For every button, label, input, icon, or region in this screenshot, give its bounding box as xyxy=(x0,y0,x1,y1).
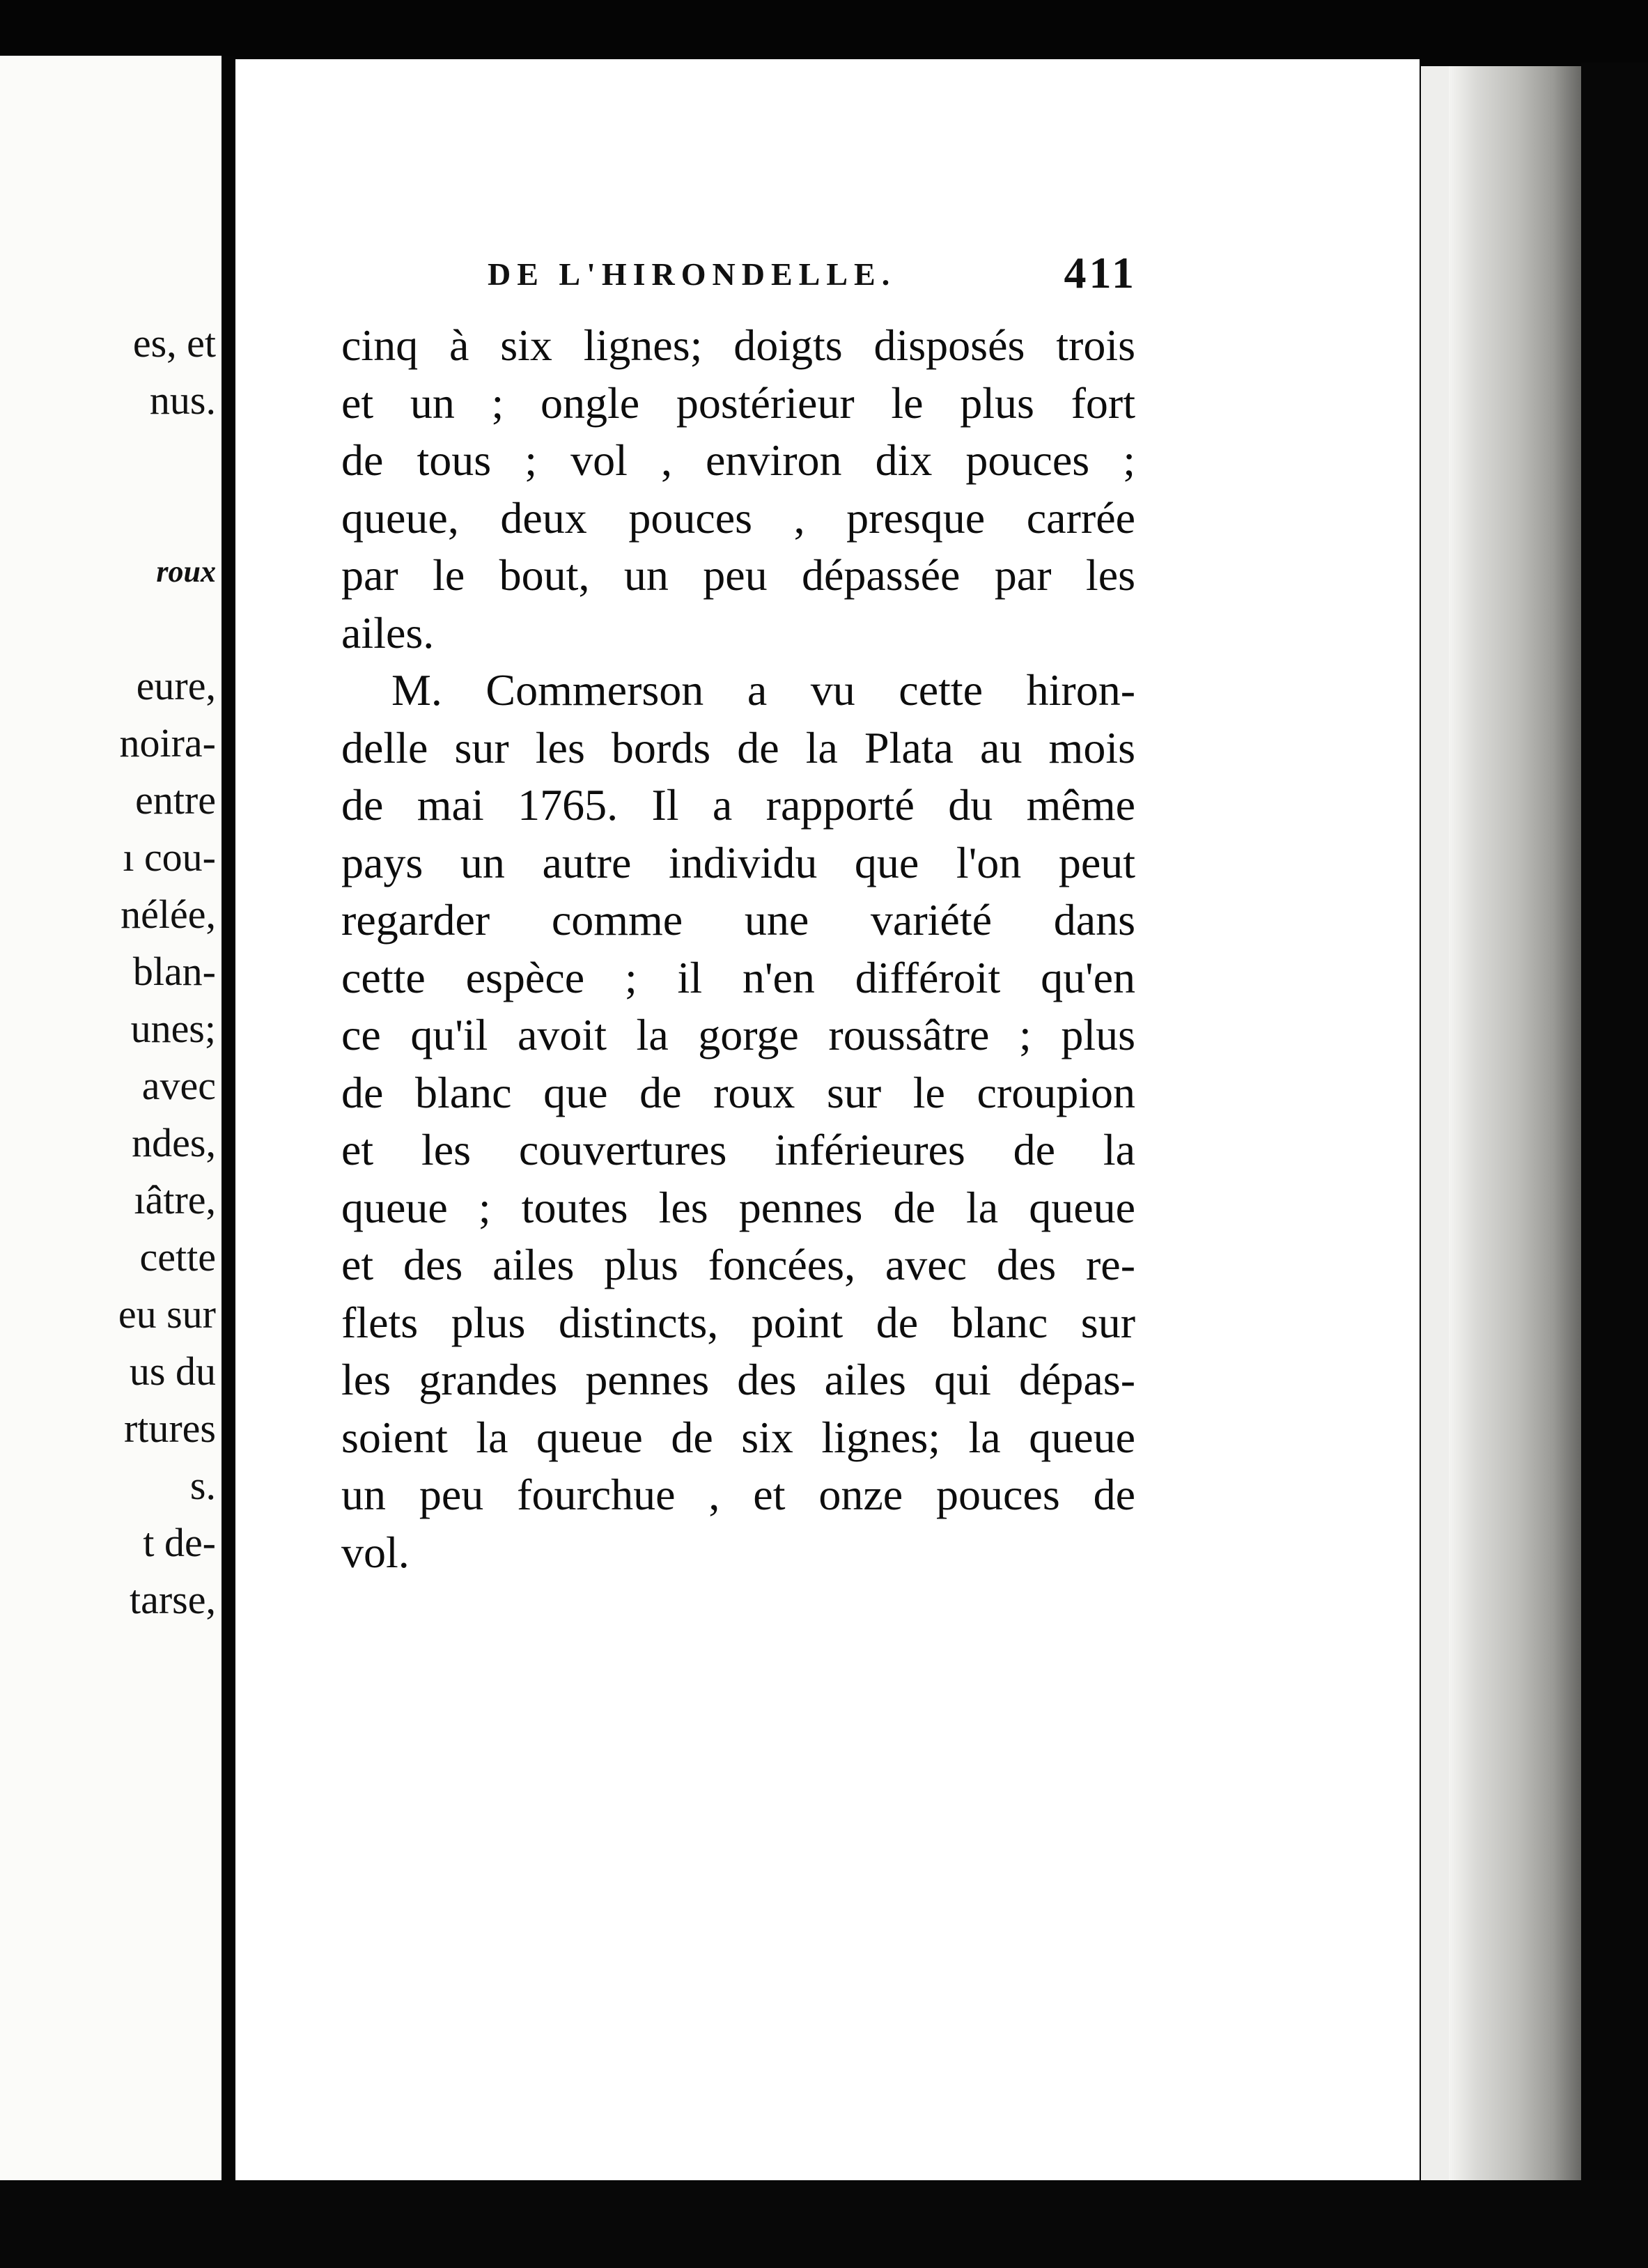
text-line: un peu fourchue , et onze pouces de xyxy=(341,1470,1135,1519)
left-line xyxy=(118,486,216,543)
left-line: ndes, xyxy=(132,1120,216,1165)
text-line: regarder comme une variété dans xyxy=(341,895,1135,945)
top-film-border xyxy=(0,0,1648,63)
text-line: vol. xyxy=(341,1527,410,1577)
left-line: us du xyxy=(129,1349,216,1394)
text-line: et un ; ongle postérieur le plus fort xyxy=(341,378,1135,428)
text-line: queue ; toutes les pennes de la queue xyxy=(341,1182,1135,1232)
running-head-title: DE L'HIRONDELLE. xyxy=(488,256,896,292)
paragraph-first-line: M. Commerson a vu cette hiron- xyxy=(391,665,1135,715)
left-line: s. xyxy=(189,1463,216,1508)
running-head xyxy=(488,247,1149,303)
left-page-text xyxy=(118,315,216,1629)
left-line: nus. xyxy=(149,378,216,423)
left-page-fragment xyxy=(0,56,221,2184)
text-line: cette espèce ; il n'en différoit qu'en xyxy=(341,952,1135,1002)
text-line: par le bout, un peu dépassée par les xyxy=(341,550,1135,600)
page-edge-strip xyxy=(1449,66,1588,2180)
left-line: avec xyxy=(141,1063,216,1108)
page-number: 411 xyxy=(1064,248,1137,297)
left-line: nélée, xyxy=(121,892,216,937)
text-line: ce qu'il avoit la gorge roussâtre ; plus xyxy=(341,1010,1135,1059)
left-line: entre xyxy=(135,777,216,823)
left-line: unes; xyxy=(130,1006,216,1051)
text-line: de tous ; vol , environ dix pouces ; xyxy=(341,435,1135,485)
left-line: rtures xyxy=(123,1406,216,1451)
left-line-italic: roux xyxy=(156,554,216,589)
book-gutter xyxy=(221,56,235,2184)
bottom-film-border xyxy=(0,2180,1648,2268)
text-line: cinq à six lignes; doigts disposés trois xyxy=(341,320,1135,370)
left-line: es, et xyxy=(132,320,216,366)
left-line xyxy=(118,600,216,658)
text-line: pays un autre individu que l'on peut xyxy=(341,837,1135,887)
text-line: les grandes pennes des ailes qui dépas- xyxy=(341,1355,1135,1404)
left-line: eure, xyxy=(136,663,216,708)
text-line: soient la queue de six lignes; la queue xyxy=(341,1412,1135,1462)
text-line: delle sur les bords de la Plata au mois xyxy=(341,722,1135,772)
left-line: cette xyxy=(139,1234,216,1280)
left-line: ıâtre, xyxy=(134,1177,216,1222)
left-line xyxy=(118,429,216,486)
text-line: flets plus distincts, point de blanc sur xyxy=(341,1297,1135,1347)
text-line: et les couvertures inférieures de la xyxy=(341,1125,1135,1174)
text-line: de blanc que de roux sur le croupion xyxy=(341,1067,1135,1117)
left-line: t de- xyxy=(143,1520,216,1565)
left-line: noira- xyxy=(119,720,216,766)
text-line: ailes. xyxy=(341,607,435,658)
left-line: ı cou- xyxy=(123,834,216,880)
left-line: blan- xyxy=(132,949,216,994)
text-line: queue, deux pouces , presque carrée xyxy=(341,492,1135,543)
text-line: et des ailes plus foncées, avec des re- xyxy=(341,1240,1135,1289)
left-line: tarse, xyxy=(130,1577,216,1622)
right-film-border xyxy=(1581,63,1648,2184)
body-text xyxy=(341,317,1135,1581)
text-line: de mai 1765. Il a rapporté du même xyxy=(341,780,1135,830)
left-line: eu sur xyxy=(118,1291,216,1337)
